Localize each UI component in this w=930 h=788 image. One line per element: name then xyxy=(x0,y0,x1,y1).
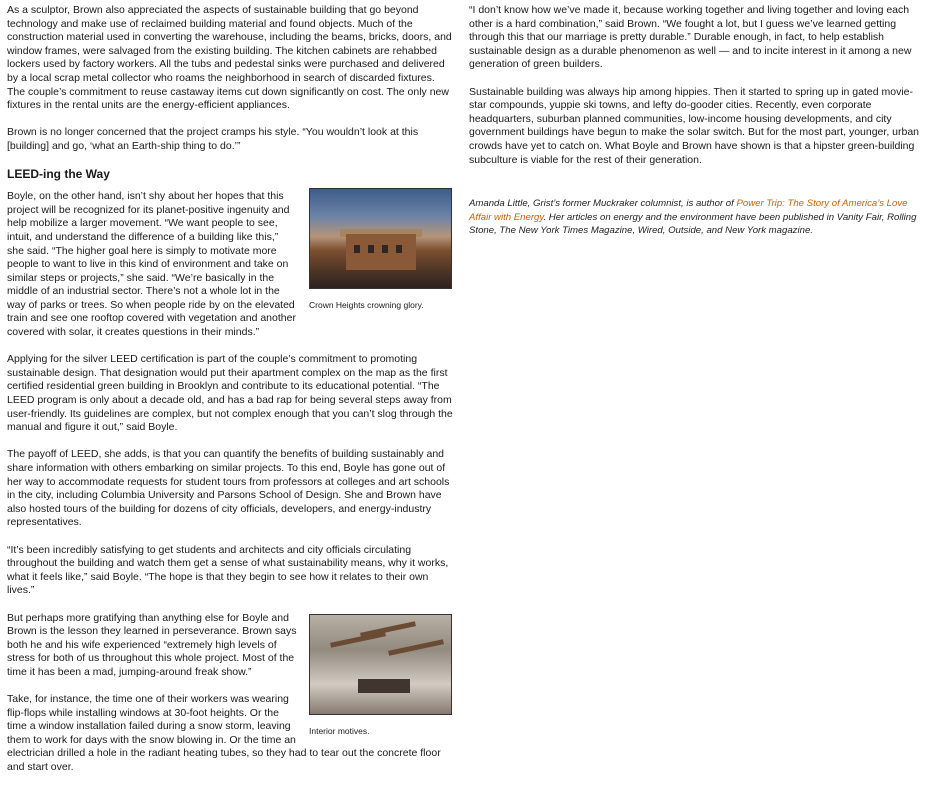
paragraph-boyle-hopes: Boyle, on the other hand, isn’t shy about her hopes that this project will be recognized for its planet-positive ingenuity and help mobilize a larger movement. “We want people to see, intuit, and understand the difference of a building like this,” she said. “The higher goal here is simply to motivate more people to want to live in this kind of environment and take on similar steps or projects,” she said. “We’re basically in the middle of an industrial sector. There’s not a whole lot in the way of parks or trees. So when people ride by on the elevated train and see one rooftop covered with vegetation and another covered with solar, it creates questions in their minds.” xyxy=(7,190,296,339)
rooftop-photo xyxy=(309,188,452,289)
paragraph-satisfying: “It’s been incredibly satisfying to get students and architects and city officials circulating throughout the building and watch them get a sense of what sustainability means, why it works, what it feels like,” said Boyle. “The hope is that they begin to see how it relates to their own lives.” xyxy=(7,543,449,597)
figure-rooftop xyxy=(309,188,452,311)
section-heading: LEED-ing the Way xyxy=(7,167,110,182)
paragraph-leed-cert: Applying for the silver LEED certification is part of the couple’s commitment to promoting sustainable design. That designation would put their apartment complex on the map as the first certified residential green building in Brooklyn and contribute to its educational potential. “The LEED program is only about a decade old, and has a bad rap for being several steps away from user-friendly. Its guidelines are complex, but not complex enough that you can’t slog through the manual and figure it out,” said Boyle. xyxy=(7,353,453,434)
paragraph-perseverance: But perhaps more gratifying than anything else for Boyle and Brown is the lesson they learned in perseverance. Brown says both he and his wife experienced “extremely high levels of stress for both of us throughout this whole project. Most of the time it has been a mad, jumping-around freak show.” xyxy=(7,611,297,678)
paragraph-payoff: The payoff of LEED, she adds, is that you can quantify the benefits of building sustainably and share information with others embarking on similar projects. To this end, Boyle has gone out of her way to accommodate requests for student tours from professors at colleges and art schools in the city, including Columbia University and Parsons School of Design. She and Brown have also hosted tours of the building for dozens of city officials, developers, and energy-industry representatives. xyxy=(7,448,450,529)
paragraph-earthship: Brown is no longer concerned that the project cramps his style. “You wouldn’t look at this [building] and go, ‘what an Earth-ship thing to do.’” xyxy=(7,126,419,152)
author-bio xyxy=(469,197,919,237)
paragraph-reuse: As a sculptor, Brown also appreciated the aspects of sustainable building that go beyond technology and make use of reclaimed building material and found objects. Much of the construction material used in converting the warehouse, including the beams, bricks, doors, and window frames, were salvaged from the existing building. The kitchen cabinets are rehabbed lockers used by factory workers. All the tubs and pedestal sinks were purchased and delivered by a local scrap metal collector who roams the neighborhood in search of discarded fixtures. The couple’s commitment to reuse castaway items cut down significantly on cost. The only new fixtures in the rental units are the energy-efficient appliances. xyxy=(7,4,452,112)
paragraph-hippies: Sustainable building was always hip among hippies. Then it started to spring up in gated movie-star compounds, yuppie ski towns, and lefty do-gooder cities. Recently, even corporate headquarters, suburban planned communities, low-income housing developments, and city government buildings have begun to make the solar switch. But for the most part, younger, urban crowds have yet to catch on. What Boyle and Brown have shown is that a hipster green-building subculture is viable for the rest of their generation. xyxy=(469,85,920,166)
bio-prefix: Amanda Little, Grist’s former Muckraker columnist, is author of xyxy=(469,198,737,210)
figure-caption: Interior motives. xyxy=(309,725,370,736)
left-column xyxy=(7,4,454,788)
paragraph-durable: “I don’t know how we’ve made it, because working together and living together and loving each other is a hard combination,” said Brown. “We fought a lot, but I guess we’ve learned getting through this that our marriage is pretty durable.” Durable enough, in fact, to help establish sustainable design as a durable phenomenon as well — and to incite interest in it among a new generation of green builders. xyxy=(469,4,912,71)
interior-photo xyxy=(309,614,452,715)
figure-interior xyxy=(309,614,452,737)
figure-caption: Crown Heights crowning glory. xyxy=(309,300,424,311)
right-column xyxy=(469,4,919,237)
paragraph-mishaps: Take, for instance, the time one of their workers was wearing flip-flops while installing windows at 30-foot heights. Or the time a window installation failed during a snow storm, leaving them to work for days with the snow blowing in. Or the time an electrician drilled a hole in the radiant heating tubes, so they had to tear out the concrete floor and start over. xyxy=(7,693,441,774)
book-link[interactable]: Power Trip: The Story of America’s Love Affair with Energy xyxy=(469,198,908,223)
bio-suffix: . Her articles on energy and the environment have been published in Vanity Fair, Rolling Stone, The New York Times Magazine, Wired, Outside, and New York magazine. xyxy=(469,211,917,236)
